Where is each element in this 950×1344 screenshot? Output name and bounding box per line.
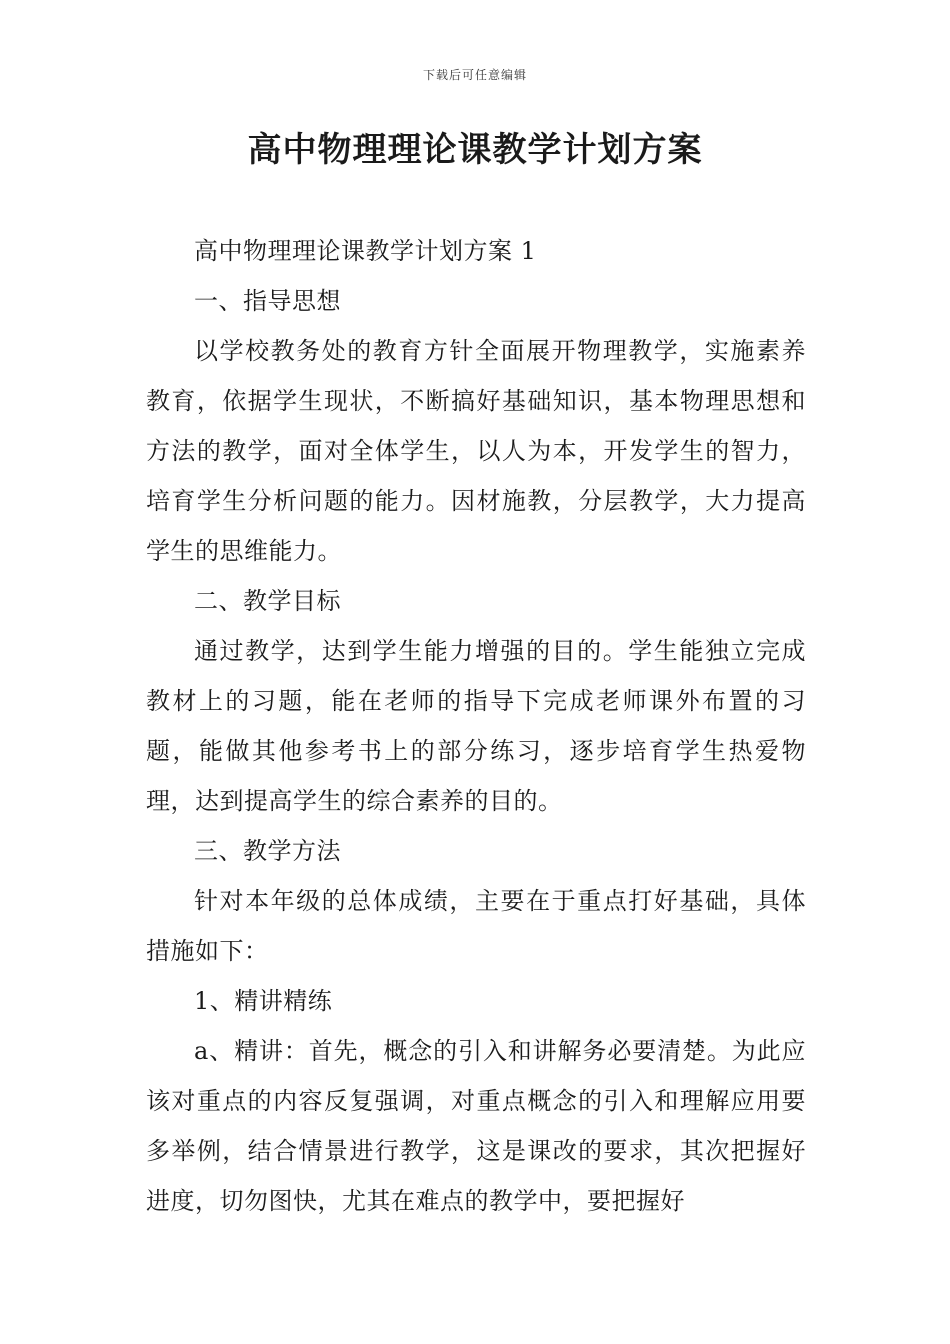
paragraph-guiding-thought: 以学校教务处的教育方针全面展开物理教学，实施素养教育，依据学生现状，不断搞好基础知识，基本物理思想和方法的教学，面对全体学生，以人为本，开发学生的智力，培育学生分析问题的能力。因材施教，分层教学，大力提高学生的思维能力。 bbox=[146, 337, 806, 565]
document-body bbox=[146, 226, 806, 1226]
paragraph-teaching-goals: 通过教学，达到学生能力增强的目的。学生能独立完成教材上的习题，能在老师的指导下完成老师课外布置的习题，能做其他参考书上的部分练习，逐步培育学生热爱物理，达到提高学生的综合素养的目的。 bbox=[146, 637, 806, 815]
section-heading-teaching-methods: 三、教学方法 bbox=[194, 837, 341, 865]
subheading-lecture-practice: 1、精讲精练 bbox=[194, 987, 333, 1015]
paragraph-lecture-detail: a、精讲：首先，概念的引入和讲解务必要清楚。为此应该对重点的内容反复强调，对重点概念的引入和理解应用要多举例，结合情景进行教学，这是课改的要求，其次把握好进度，切勿图快，尤其在难点的教学中，要把握好 bbox=[146, 1037, 806, 1215]
section-heading-guiding-thought: 一、指导思想 bbox=[194, 287, 341, 315]
section-heading-plan: 高中物理理论课教学计划方案 1 bbox=[194, 237, 537, 265]
paragraph-teaching-methods: 针对本年级的总体成绩，主要在于重点打好基础，具体措施如下： bbox=[146, 887, 806, 965]
header-note: 下载后可任意编辑 bbox=[422, 68, 527, 82]
section-heading-teaching-goals: 二、教学目标 bbox=[194, 587, 341, 615]
document-title: 高中物理理论课教学计划方案 bbox=[247, 130, 703, 170]
